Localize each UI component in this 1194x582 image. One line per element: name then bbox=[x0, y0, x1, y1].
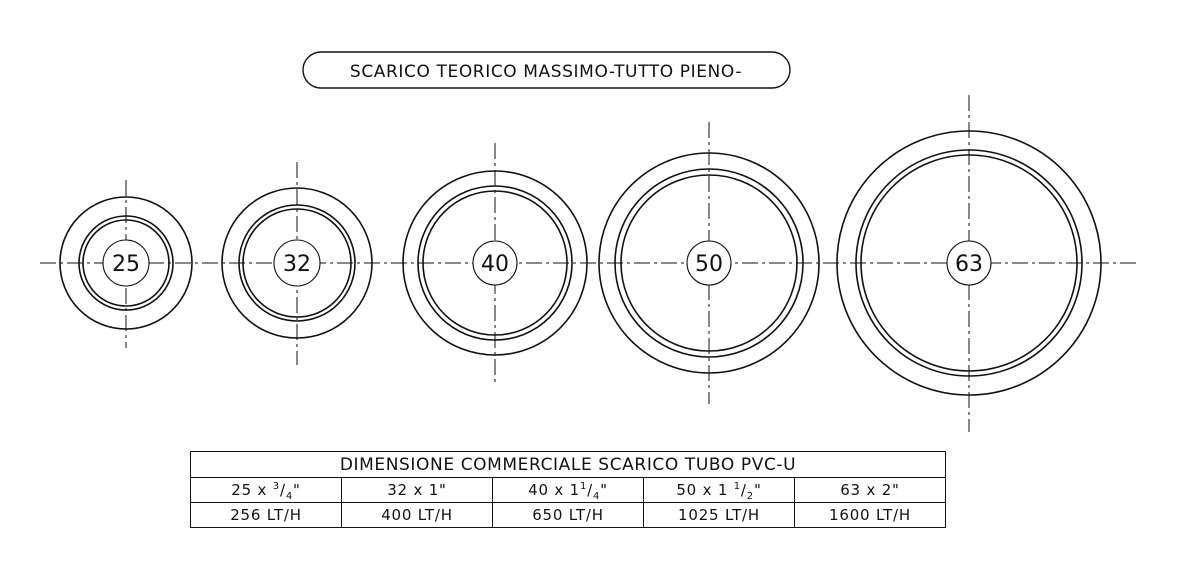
fraction-slash: / bbox=[587, 481, 593, 499]
fraction-slash: / bbox=[740, 481, 747, 499]
fraction-slash: / bbox=[279, 481, 286, 499]
spec-table bbox=[190, 451, 946, 528]
diagram-title: SCARICO TEORICO MASSIMO-TUTTO PIENO- bbox=[349, 62, 743, 82]
inch-mark: " bbox=[293, 481, 301, 499]
flow-cell: 1600 LT/H bbox=[795, 503, 946, 528]
table-header-row bbox=[191, 452, 946, 478]
diameter-label: 32 bbox=[283, 252, 311, 277]
fraction-numerator: 1 bbox=[579, 481, 588, 492]
size-cell bbox=[191, 478, 342, 503]
pipe-section bbox=[599, 122, 819, 404]
flow-cell: 400 LT/H bbox=[342, 503, 493, 528]
fraction-denominator: 4 bbox=[593, 491, 601, 502]
flow-cell: 256 LT/H bbox=[191, 503, 342, 528]
size-main: 32 x 1" bbox=[387, 481, 447, 499]
fraction-denominator: 4 bbox=[285, 491, 293, 502]
diameter-label: 25 bbox=[112, 252, 140, 277]
fraction-denominator: 2 bbox=[746, 491, 754, 502]
size-cell bbox=[342, 478, 493, 503]
inch-mark: " bbox=[753, 481, 762, 499]
size-main: 25 x bbox=[231, 481, 273, 499]
title-box bbox=[303, 52, 790, 88]
fraction-numerator: 1 bbox=[733, 481, 741, 492]
size-main: 63 x 2" bbox=[840, 481, 900, 499]
flow-cell: 1025 LT/H bbox=[644, 503, 795, 528]
size-cell bbox=[493, 478, 644, 503]
size-row bbox=[191, 478, 946, 503]
fraction-numerator: 3 bbox=[272, 481, 280, 492]
table-header: DIMENSIONE COMMERCIALE SCARICO TUBO PVC-U bbox=[191, 452, 946, 478]
size-cell bbox=[795, 478, 946, 503]
pipe-section bbox=[60, 180, 192, 348]
flow-row bbox=[191, 503, 946, 528]
diameter-label: 40 bbox=[481, 252, 509, 277]
size-main: 40 x 1 bbox=[528, 481, 580, 499]
flow-cell: 650 LT/H bbox=[493, 503, 644, 528]
size-cell bbox=[644, 478, 795, 503]
inch-mark: " bbox=[600, 481, 608, 499]
diameter-label: 50 bbox=[695, 252, 723, 277]
diameter-label: 63 bbox=[955, 252, 983, 277]
size-main: 50 x 1 bbox=[676, 481, 734, 499]
